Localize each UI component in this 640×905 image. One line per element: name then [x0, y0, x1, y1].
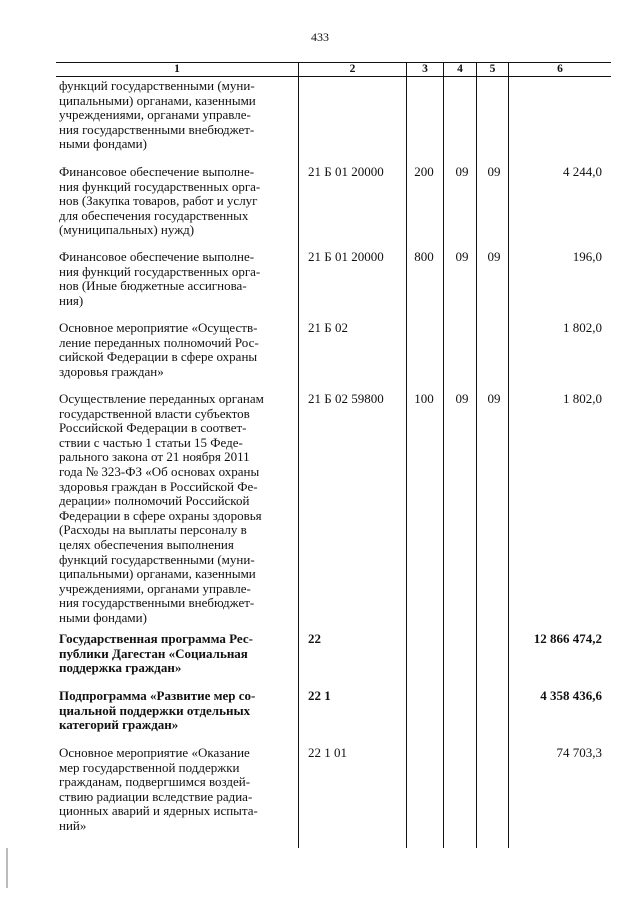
column-divider — [443, 62, 444, 848]
description-line: категорий граждан» — [59, 717, 179, 733]
description-line: здоровья граждан в Российской Фе- — [59, 478, 258, 494]
column-divider — [508, 62, 509, 848]
description-line: Российской Федерации в соответ- — [59, 420, 247, 436]
description-line: функций государственными (муни- — [59, 78, 255, 93]
row-amount: 1 802,0 — [563, 320, 602, 335]
row-description — [59, 689, 295, 733]
column-header: 4 — [457, 63, 463, 75]
description-line: Основное мероприятие «Осуществ- — [59, 320, 258, 335]
description-line: ний» — [59, 817, 87, 833]
description-line: Основное мероприятие «Оказание — [59, 745, 250, 760]
row-section-4: 09 — [455, 391, 469, 406]
row-section-5: 09 — [487, 164, 501, 179]
description-line: мер государственной поддержки — [59, 759, 240, 775]
column-divider — [406, 62, 407, 848]
description-line: ципальными) органами, казенными — [59, 92, 256, 108]
column-divider — [298, 62, 299, 848]
row-code: 21 Б 01 20000 — [308, 249, 384, 264]
row-code: 21 Б 02 — [308, 320, 348, 335]
row-section-5: 09 — [487, 249, 501, 264]
description-line: ния государственными внебюджет- — [59, 595, 255, 611]
row-description — [59, 746, 295, 834]
page-number: 433 — [311, 30, 329, 44]
description-line: публики Дагестан «Социальная — [59, 645, 248, 661]
column-header: 3 — [422, 63, 428, 75]
description-line: государственной власти субъектов — [59, 405, 250, 421]
row-section-4: 09 — [455, 249, 469, 264]
description-line: Осуществление переданных органам — [59, 391, 264, 406]
row-description — [59, 79, 295, 152]
row-description — [59, 632, 295, 676]
row-description — [59, 250, 295, 308]
description-line: ствии с частью 1 статьи 15 Феде- — [59, 434, 243, 450]
row-section-3: 100 — [414, 391, 434, 406]
row-section-3: 200 — [414, 164, 434, 179]
description-line: ными фондами) — [59, 136, 147, 152]
description-line: (Расходы на выплаты персоналу в — [59, 522, 247, 538]
description-line: ния функций государственных орга- — [59, 263, 261, 279]
row-amount: 74 703,3 — [556, 745, 602, 760]
description-line: Финансовое обеспечение выполне- — [59, 249, 255, 264]
description-line: рального закона от 21 ноября 2011 — [59, 449, 250, 465]
description-line: года № 323-ФЗ «Об основах охраны — [59, 463, 260, 479]
description-line: циальной поддержки отдельных — [59, 702, 251, 718]
description-line: ния функций государственных орга- — [59, 178, 261, 194]
row-amount: 4 244,0 — [563, 164, 602, 179]
header-bottom-border — [56, 76, 611, 77]
row-amount: 196,0 — [572, 249, 602, 264]
column-header: 1 — [174, 63, 180, 75]
row-description — [59, 321, 295, 379]
description-line: функций государственными (муни- — [59, 551, 255, 567]
column-header: 5 — [489, 63, 496, 75]
row-code: 21 Б 01 20000 — [308, 164, 384, 179]
description-line: Подпрограмма «Развитие мер со- — [59, 688, 256, 703]
row-code: 21 Б 02 59800 — [308, 391, 384, 406]
row-section-4: 09 — [455, 164, 469, 179]
description-line: ными фондами) — [59, 609, 147, 625]
row-description — [59, 165, 295, 238]
description-line: ципальными) органами, казенными — [59, 566, 256, 582]
description-line: дерации» полномочий Российской — [59, 493, 250, 509]
description-line: гражданам, подвергшимся воздей- — [59, 774, 251, 790]
description-line: учреждениями, органами управле- — [59, 580, 251, 596]
description-line: здоровья граждан» — [59, 363, 164, 379]
description-line: ния) — [59, 292, 84, 308]
scan-edge-mark — [6, 848, 8, 888]
description-line: Государственная программа Рес- — [59, 631, 253, 646]
description-line: ционных аварий и ядерных испыта- — [59, 803, 258, 819]
row-section-5: 09 — [487, 391, 501, 406]
description-line: нов (Закупка товаров, работ и услуг — [59, 193, 258, 209]
description-line: Федерации в сфере охраны здоровья — [59, 507, 262, 523]
budget-table — [56, 62, 611, 848]
description-line: нов (Иные бюджетные ассигнова- — [59, 278, 247, 294]
column-divider — [476, 62, 477, 848]
description-line: (муниципальных) нужд) — [59, 222, 195, 238]
description-line: ствию радиации вследствие радиа- — [59, 788, 253, 804]
row-amount: 4 358 436,6 — [540, 688, 602, 703]
row-code: 22 1 — [308, 688, 331, 703]
description-line: ния государственными внебюджет- — [59, 121, 255, 137]
description-line: Финансовое обеспечение выполне- — [59, 164, 255, 179]
description-line: поддержка граждан» — [59, 660, 182, 676]
column-header: 6 — [557, 63, 563, 75]
column-header: 2 — [349, 63, 356, 75]
row-code: 22 1 01 — [308, 745, 347, 760]
row-section-3: 800 — [414, 249, 434, 264]
description-line: учреждениями, органами управле- — [59, 107, 251, 123]
description-line: сийской Федерации в сфере охраны — [59, 349, 258, 365]
row-description — [59, 392, 295, 626]
description-line: целях обеспечения выполнения — [59, 536, 234, 552]
description-line: для обеспечения государственных — [59, 207, 249, 223]
row-code: 22 — [308, 631, 321, 646]
row-amount: 1 802,0 — [563, 391, 602, 406]
description-line: ление переданных полномочий Рос- — [59, 334, 259, 350]
row-amount: 12 866 474,2 — [533, 631, 602, 646]
